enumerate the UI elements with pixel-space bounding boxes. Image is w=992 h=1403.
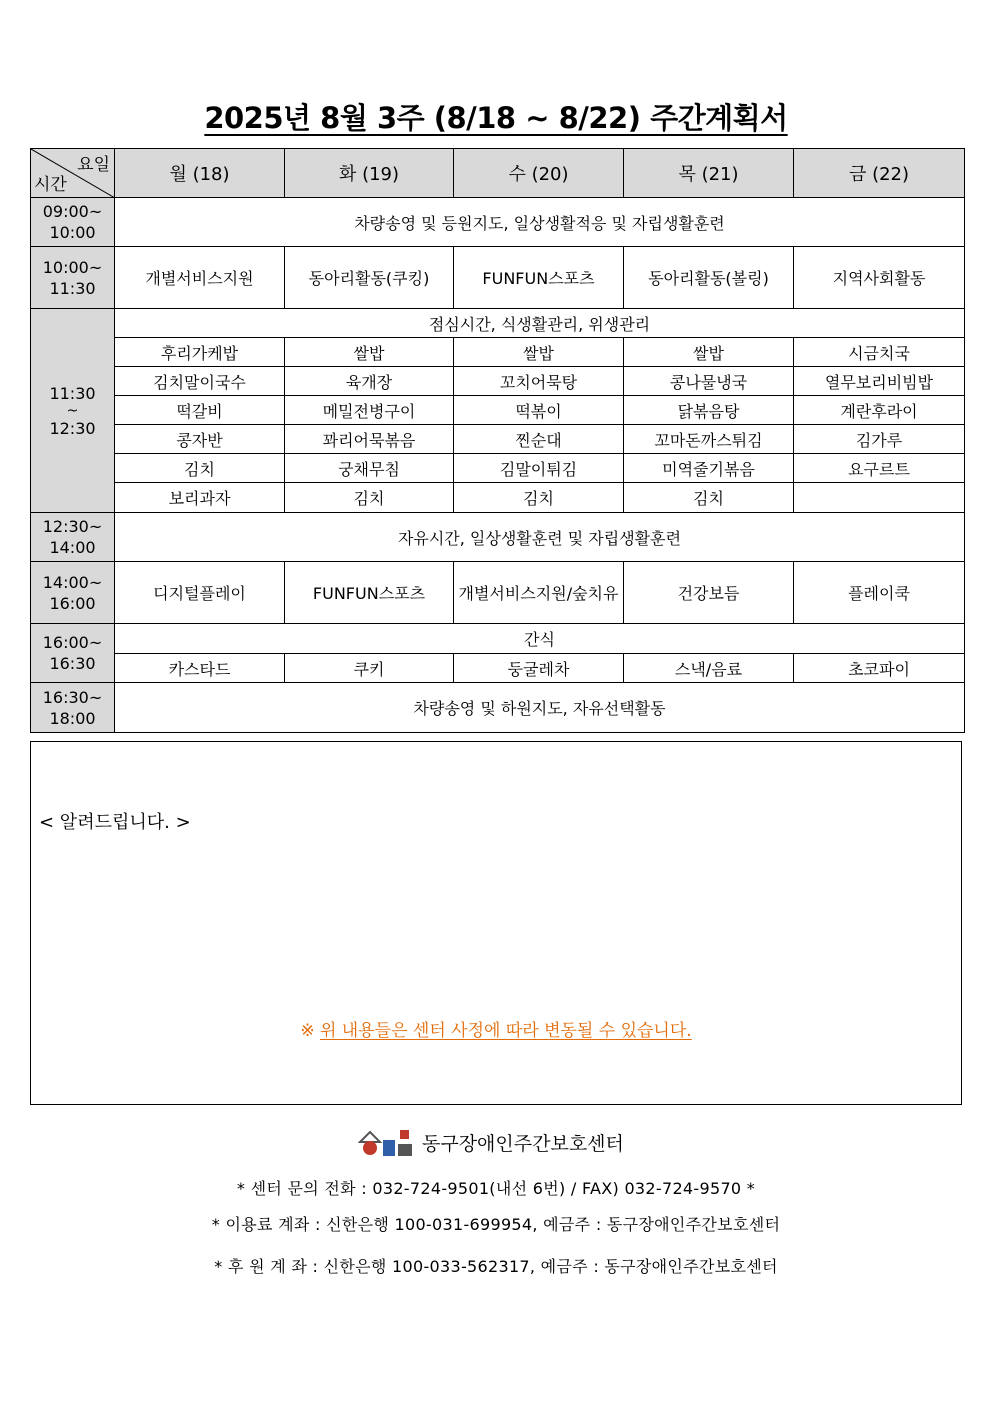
menu-item: 메밀전병구이 [285, 396, 454, 425]
menu-item: 쌀밥 [624, 338, 794, 367]
center-logo-icon [358, 1126, 416, 1158]
menu-item: 보리과자 [115, 483, 285, 513]
menu-item: 김가루 [794, 425, 965, 454]
snack-item: 초코파이 [794, 654, 965, 683]
time-start: 16:00~ [42, 633, 103, 652]
corner-cell [31, 149, 115, 198]
menu-item: 찐순대 [454, 425, 624, 454]
header-row [31, 149, 965, 198]
time-end: 12:30 [49, 418, 96, 438]
corner-day-label: 요일 [77, 155, 110, 175]
menu-row [31, 367, 965, 396]
day-header-wed: 수 (20) [454, 149, 624, 198]
activity-cell-wed: FUNFUN스포츠 [454, 247, 624, 309]
schedule-row [31, 513, 965, 562]
lunch-heading: 점심시간, 식생활관리, 위생관리 [115, 309, 965, 338]
menu-item: 김치 [624, 483, 794, 513]
activity-cell-wed: 개별서비스지원/숲치유 [454, 562, 624, 624]
activity-cell: 자유시간, 일상생활훈련 및 자립생활훈련 [115, 513, 965, 562]
menu-item: 김말이튀김 [454, 454, 624, 483]
menu-item: 떡볶이 [454, 396, 624, 425]
menu-item: 닭볶음탕 [624, 396, 794, 425]
menu-row [31, 454, 965, 483]
menu-item: 꽈리어묵볶음 [285, 425, 454, 454]
menu-item: 쌀밥 [285, 338, 454, 367]
menu-row [31, 338, 965, 367]
menu-item: 육개장 [285, 367, 454, 396]
corner-time-label: 시간 [34, 175, 67, 195]
snack-heading-row [31, 624, 965, 654]
schedule-row [31, 683, 965, 733]
menu-item: 쌀밥 [454, 338, 624, 367]
menu-item: 궁채무침 [285, 454, 454, 483]
time-end: 18:00 [49, 708, 96, 728]
menu-item: 떡갈비 [115, 396, 285, 425]
center-logo [358, 1124, 624, 1160]
time-cell [31, 562, 115, 624]
menu-item: 콩자반 [115, 425, 285, 454]
menu-row [31, 425, 965, 454]
snack-item: 둥굴레차 [454, 654, 624, 683]
menu-row [31, 483, 965, 513]
menu-item: 김치 [115, 454, 285, 483]
snack-heading: 간식 [115, 624, 965, 654]
menu-item: 김치 [285, 483, 454, 513]
notice-heading: < 알려드립니다. > [39, 812, 191, 833]
menu-item: 콩나물냉국 [624, 367, 794, 396]
schedule-row [31, 247, 965, 309]
menu-item: 꼬마돈까스튀김 [624, 425, 794, 454]
weekly-schedule-table [30, 148, 965, 733]
snack-item: 카스타드 [115, 654, 285, 683]
time-start: 10:00~ [42, 257, 103, 277]
activity-cell-tue: 동아리활동(쿠킹) [285, 247, 454, 309]
time-start: 09:00~ [42, 202, 103, 221]
time-end: 10:00 [49, 223, 96, 242]
notice-warning [31, 1016, 961, 1041]
menu-item: 꼬치어묵탕 [454, 367, 624, 396]
time-tilde: ~ [66, 402, 79, 419]
menu-item: 열무보리비빔밥 [794, 367, 965, 396]
menu-item: 김치말이국수 [115, 367, 285, 396]
menu-row [31, 396, 965, 425]
time-cell [31, 624, 115, 683]
day-header-tue: 화 (19) [285, 149, 454, 198]
activity-cell-fri: 지역사회활동 [794, 247, 965, 309]
activity-cell-mon: 개별서비스지원 [115, 247, 285, 309]
activity-cell: 차량송영 및 하원지도, 자유선택활동 [115, 683, 965, 733]
activity-cell-thu: 건강보듬 [624, 562, 794, 624]
donation-account: * 후 원 계 좌 : 신한은행 100-033-562317, 예금주 : 동구장애인주간보호센터 [214, 1257, 778, 1276]
time-cell [31, 513, 115, 562]
notice-box [30, 741, 962, 1105]
day-header-mon: 월 (18) [115, 149, 285, 198]
schedule-row [31, 198, 965, 247]
center-name: 동구장애인주간보호센터 [422, 1132, 624, 1155]
time-start: 11:30 [49, 383, 96, 403]
warning-text: 위 내용들은 센터 사정에 따라 변동될 수 있습니다. [319, 1021, 692, 1041]
time-cell [31, 198, 115, 247]
time-cell [31, 683, 115, 733]
day-header-thu: 목 (21) [624, 149, 794, 198]
time-start: 14:00~ [42, 572, 103, 592]
page-title: 2025년 8월 3주 (8/18 ~ 8/22) 주간계획서 [204, 101, 788, 135]
warning-mark: ※ [300, 1021, 315, 1041]
menu-item: 요구르트 [794, 454, 965, 483]
activity-cell-mon: 디지털플레이 [115, 562, 285, 624]
time-end: 11:30 [49, 278, 96, 298]
snack-row [31, 654, 965, 683]
time-cell [31, 309, 115, 513]
time-end: 16:00 [49, 593, 96, 613]
activity-cell: 차량송영 및 등원지도, 일상생활적응 및 자립생활훈련 [115, 198, 965, 247]
activity-cell-thu: 동아리활동(볼링) [624, 247, 794, 309]
time-start: 16:30~ [42, 687, 103, 707]
time-cell [31, 247, 115, 309]
menu-item [794, 483, 965, 513]
time-end: 16:30 [49, 654, 96, 673]
activity-cell-fri: 플레이쿡 [794, 562, 965, 624]
menu-item: 시금치국 [794, 338, 965, 367]
snack-item: 스낵/음료 [624, 654, 794, 683]
schedule-row [31, 562, 965, 624]
activity-cell-tue: FUNFUN스포츠 [285, 562, 454, 624]
snack-item: 쿠키 [285, 654, 454, 683]
menu-item: 후리가케밥 [115, 338, 285, 367]
contact-phone: * 센터 문의 전화 : 032-724-9501(내선 6번) / FAX) 032-724-9570 * [236, 1179, 756, 1198]
fee-account: * 이용료 계좌 : 신한은행 100-031-699954, 예금주 : 동구장애인주간보호센터 [211, 1215, 781, 1234]
time-end: 14:00 [49, 538, 96, 557]
menu-item: 김치 [454, 483, 624, 513]
day-header-fri: 금 (22) [794, 149, 965, 198]
menu-item: 계란후라이 [794, 396, 965, 425]
time-start: 12:30~ [42, 517, 103, 536]
menu-item: 미역줄기볶음 [624, 454, 794, 483]
lunch-heading-row [31, 309, 965, 338]
